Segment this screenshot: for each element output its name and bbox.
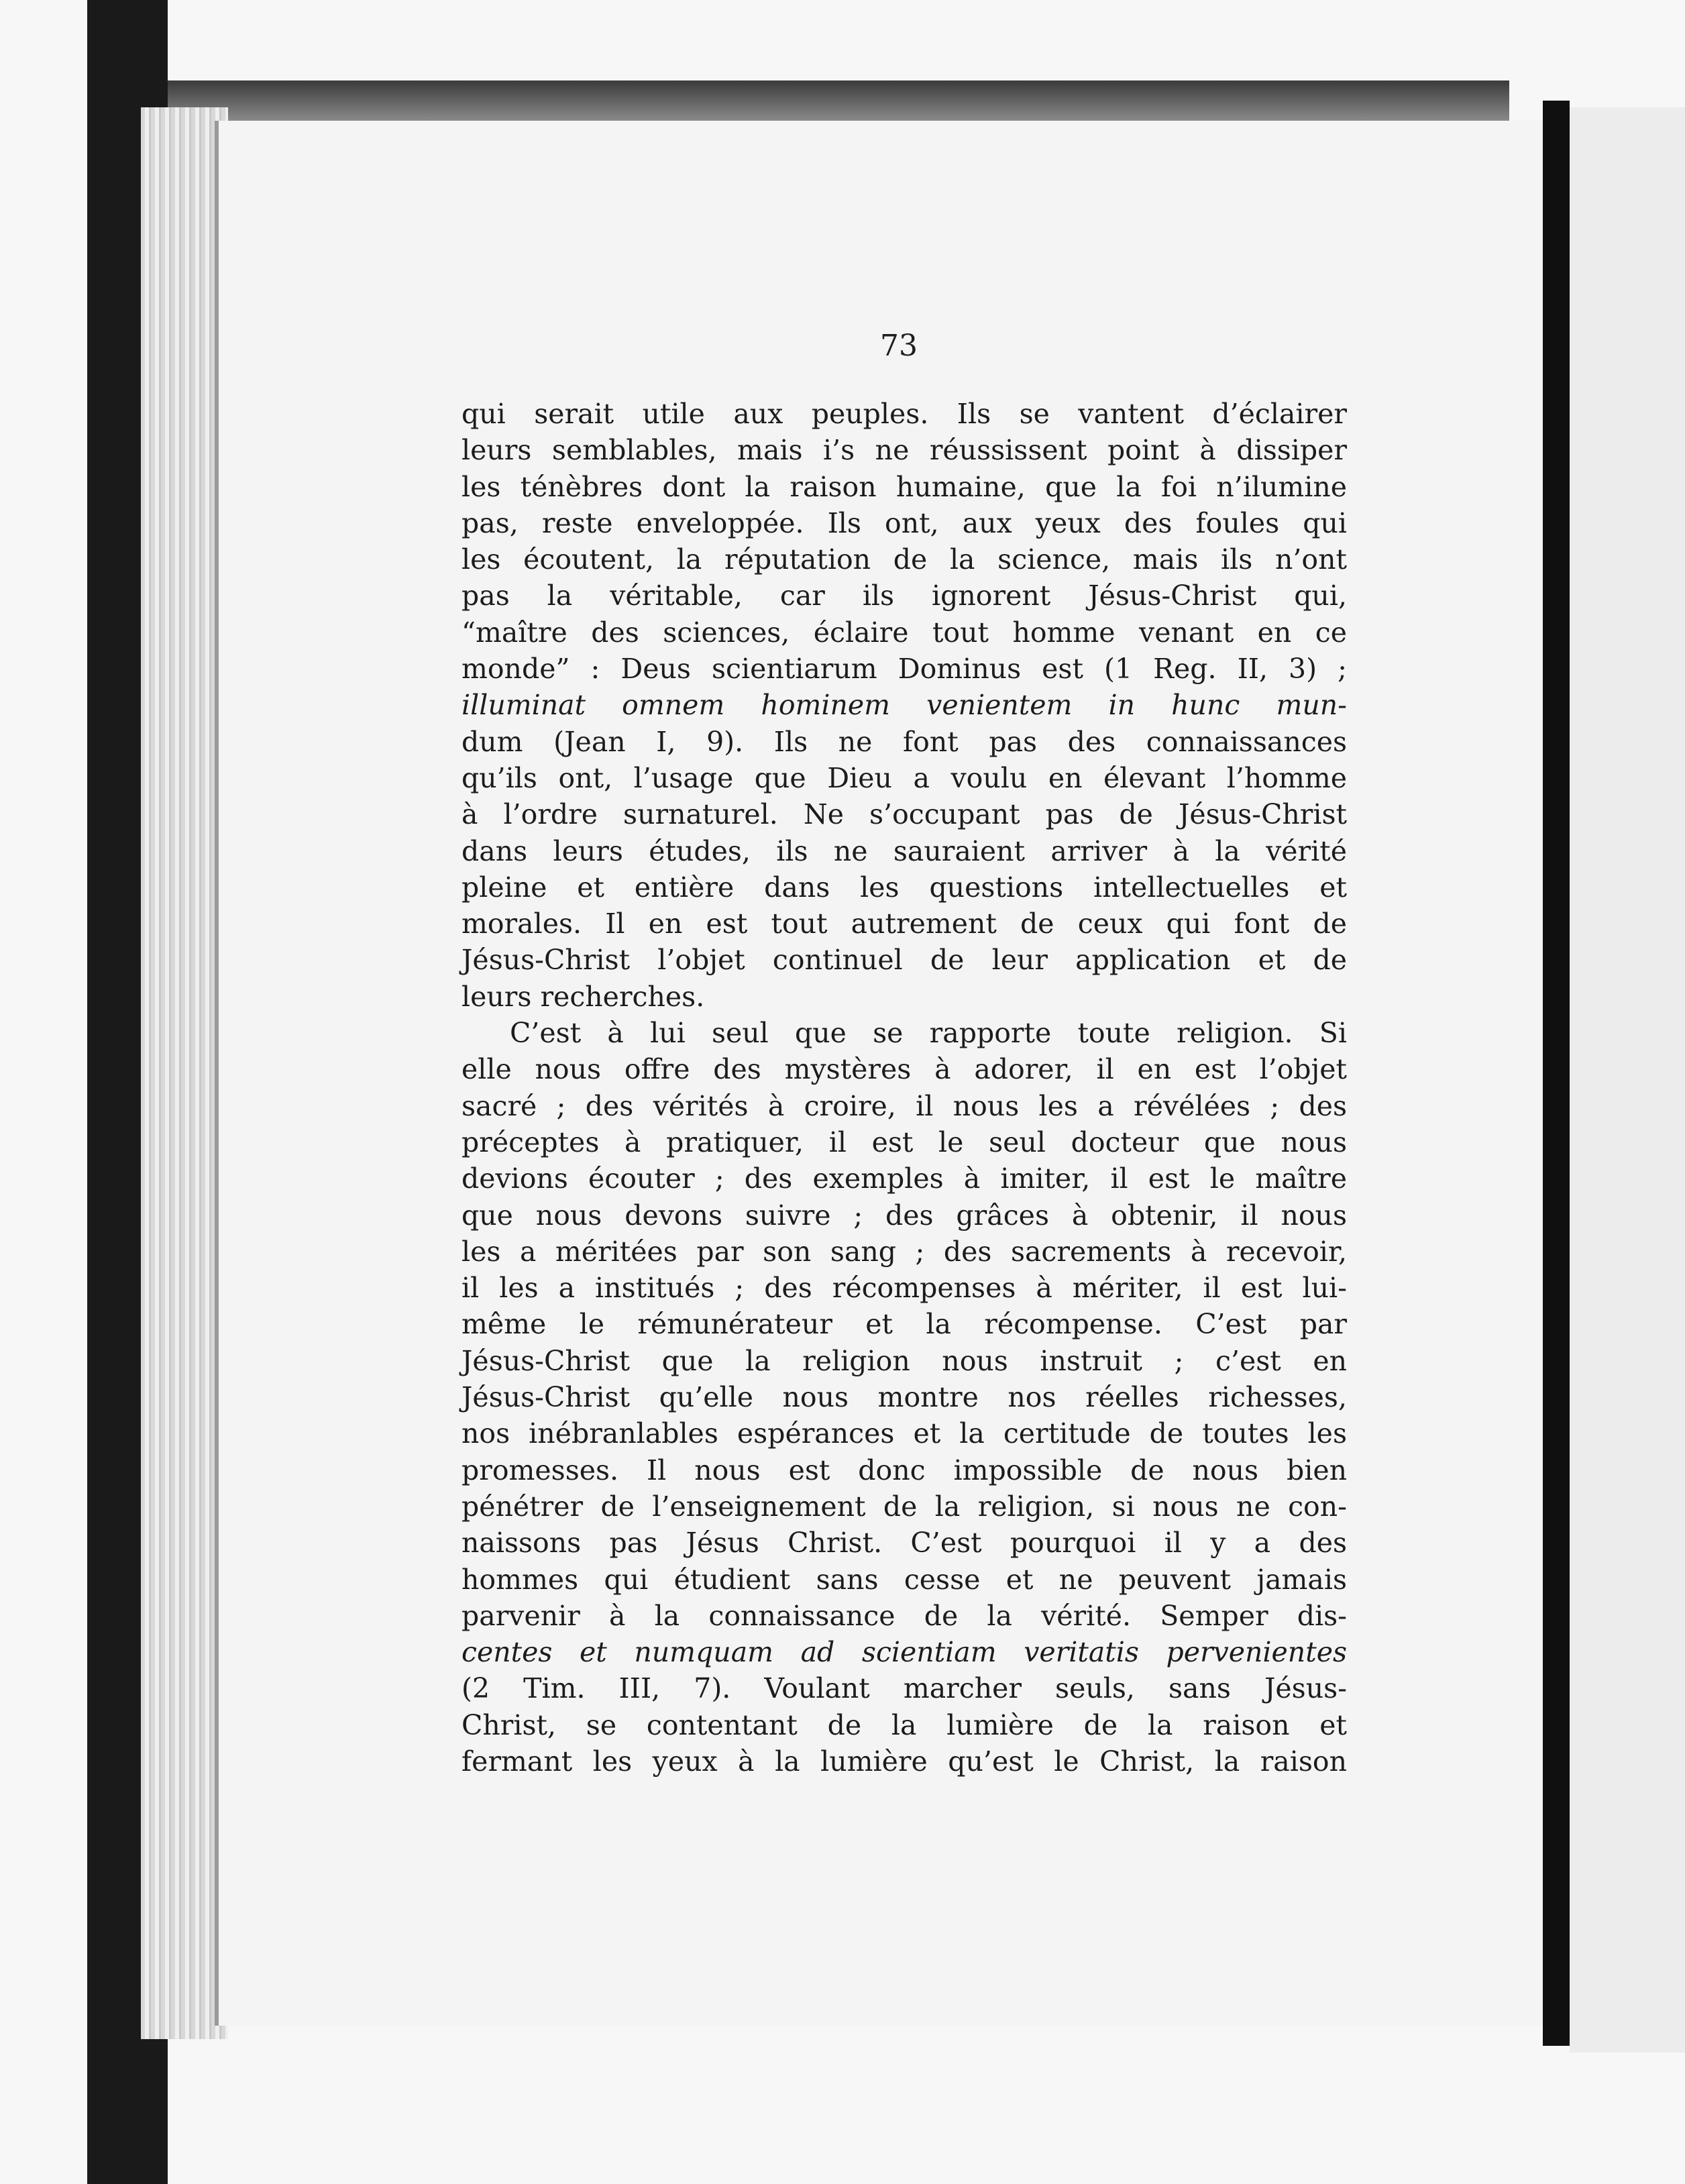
text-line: les écoutent, la réputation de la science, mais ils n’ont <box>461 543 1347 576</box>
body-text <box>461 396 1347 1780</box>
text-line: devions écouter ; des exemples à imiter, il est le maître <box>461 1162 1347 1195</box>
text-line: dans leurs études, ils ne sauraient arriver à la vérité <box>461 834 1347 867</box>
text-line: qu’ils ont, l’usage que Dieu a voulu en élevant l’homme <box>461 761 1347 794</box>
text-line: que nous devons suivre ; des grâces à obtenir, il nous <box>461 1199 1347 1232</box>
text-line: leurs semblables, mais i’s ne réussissent point à dissiper <box>461 434 1347 467</box>
text-line: nos inébranlables espérances et la certitude de toutes les <box>461 1417 1347 1450</box>
text-line: Jésus-Christ que la religion nous instruit ; c’est en <box>461 1344 1347 1377</box>
text-line: pas la véritable, car ils ignorent Jésus-Christ qui, <box>461 580 1347 612</box>
text-line: parvenir à la connaissance de la vérité. Semper dis- <box>461 1599 1347 1632</box>
book-top-edge <box>168 80 1509 121</box>
text-line-latin: illuminat omnem hominem venientem in hunc mun- <box>461 689 1347 722</box>
text-line: pas, reste enveloppée. Ils ont, aux yeux des foules qui <box>461 506 1347 539</box>
text-line: morales. Il en est tout autrement de ceux qui font de <box>461 908 1347 940</box>
text-line: pénétrer de l’enseignement de la religion, si nous ne con- <box>461 1490 1347 1523</box>
text-line: sacré ; des vérités à croire, il nous les a révélées ; des <box>461 1089 1347 1122</box>
text-line: promesses. Il nous est donc impossible de nous bien <box>461 1454 1347 1486</box>
text-line: Christ, se contentant de la lumière de la raison et <box>461 1708 1347 1741</box>
book-gutter-right <box>1543 101 1570 2046</box>
text-line: “maître des sciences, éclaire tout homme venant en ce <box>461 616 1347 649</box>
facing-page-edge <box>1570 107 1685 2053</box>
text-line: préceptes à pratiquer, il est le seul docteur que nous <box>461 1126 1347 1158</box>
text-line: il les a institués ; des récompenses à mériter, il est lui- <box>461 1272 1347 1305</box>
text-line: pleine et entière dans les questions intellectuelles et <box>461 871 1347 904</box>
text-line: hommes qui étudient sans cesse et ne peuvent jamais <box>461 1563 1347 1596</box>
text-line: (2 Tim. III, 7). Voulant marcher seuls, sans Jésus- <box>461 1672 1347 1705</box>
text-line: monde” : Deus scientiarum Dominus est (1 Reg. II, 3) ; <box>461 653 1347 686</box>
text-line: les ténèbres dont la raison humaine, que la foi n’ilumine <box>461 470 1347 503</box>
text-line: les a méritées par son sang ; des sacrements à recevoir, <box>461 1235 1347 1268</box>
text-line: C’est à lui seul que se rapporte toute religion. Si <box>510 1017 1347 1050</box>
text-line-latin: centes et numquam ad scientiam veritatis pervenientes <box>461 1636 1347 1669</box>
text-line: elle nous offre des mystères à adorer, il en est l’objet <box>461 1053 1347 1086</box>
text-line: Jésus-Christ l’objet continuel de leur application et de <box>461 944 1347 977</box>
text-line: fermant les yeux à la lumière qu’est le Christ, la raison <box>461 1745 1347 1778</box>
text-line: dum (Jean I, 9). Ils ne font pas des connaissances <box>461 725 1347 758</box>
text-line: naissons pas Jésus Christ. C’est pourquoi il y a des <box>461 1527 1347 1560</box>
text-line: même le rémunérateur et la récompense. C’est par <box>461 1308 1347 1341</box>
text-line: leurs recherches. <box>461 980 705 1013</box>
text-line: Jésus-Christ qu’elle nous montre nos réelles richesses, <box>461 1381 1347 1414</box>
text-line: à l’ordre surnaturel. Ne s’occupant pas de Jésus-Christ <box>461 798 1347 831</box>
text-line: qui serait utile aux peuples. Ils se vantent d’éclairer <box>461 398 1347 430</box>
page-number: 73 <box>880 329 918 363</box>
